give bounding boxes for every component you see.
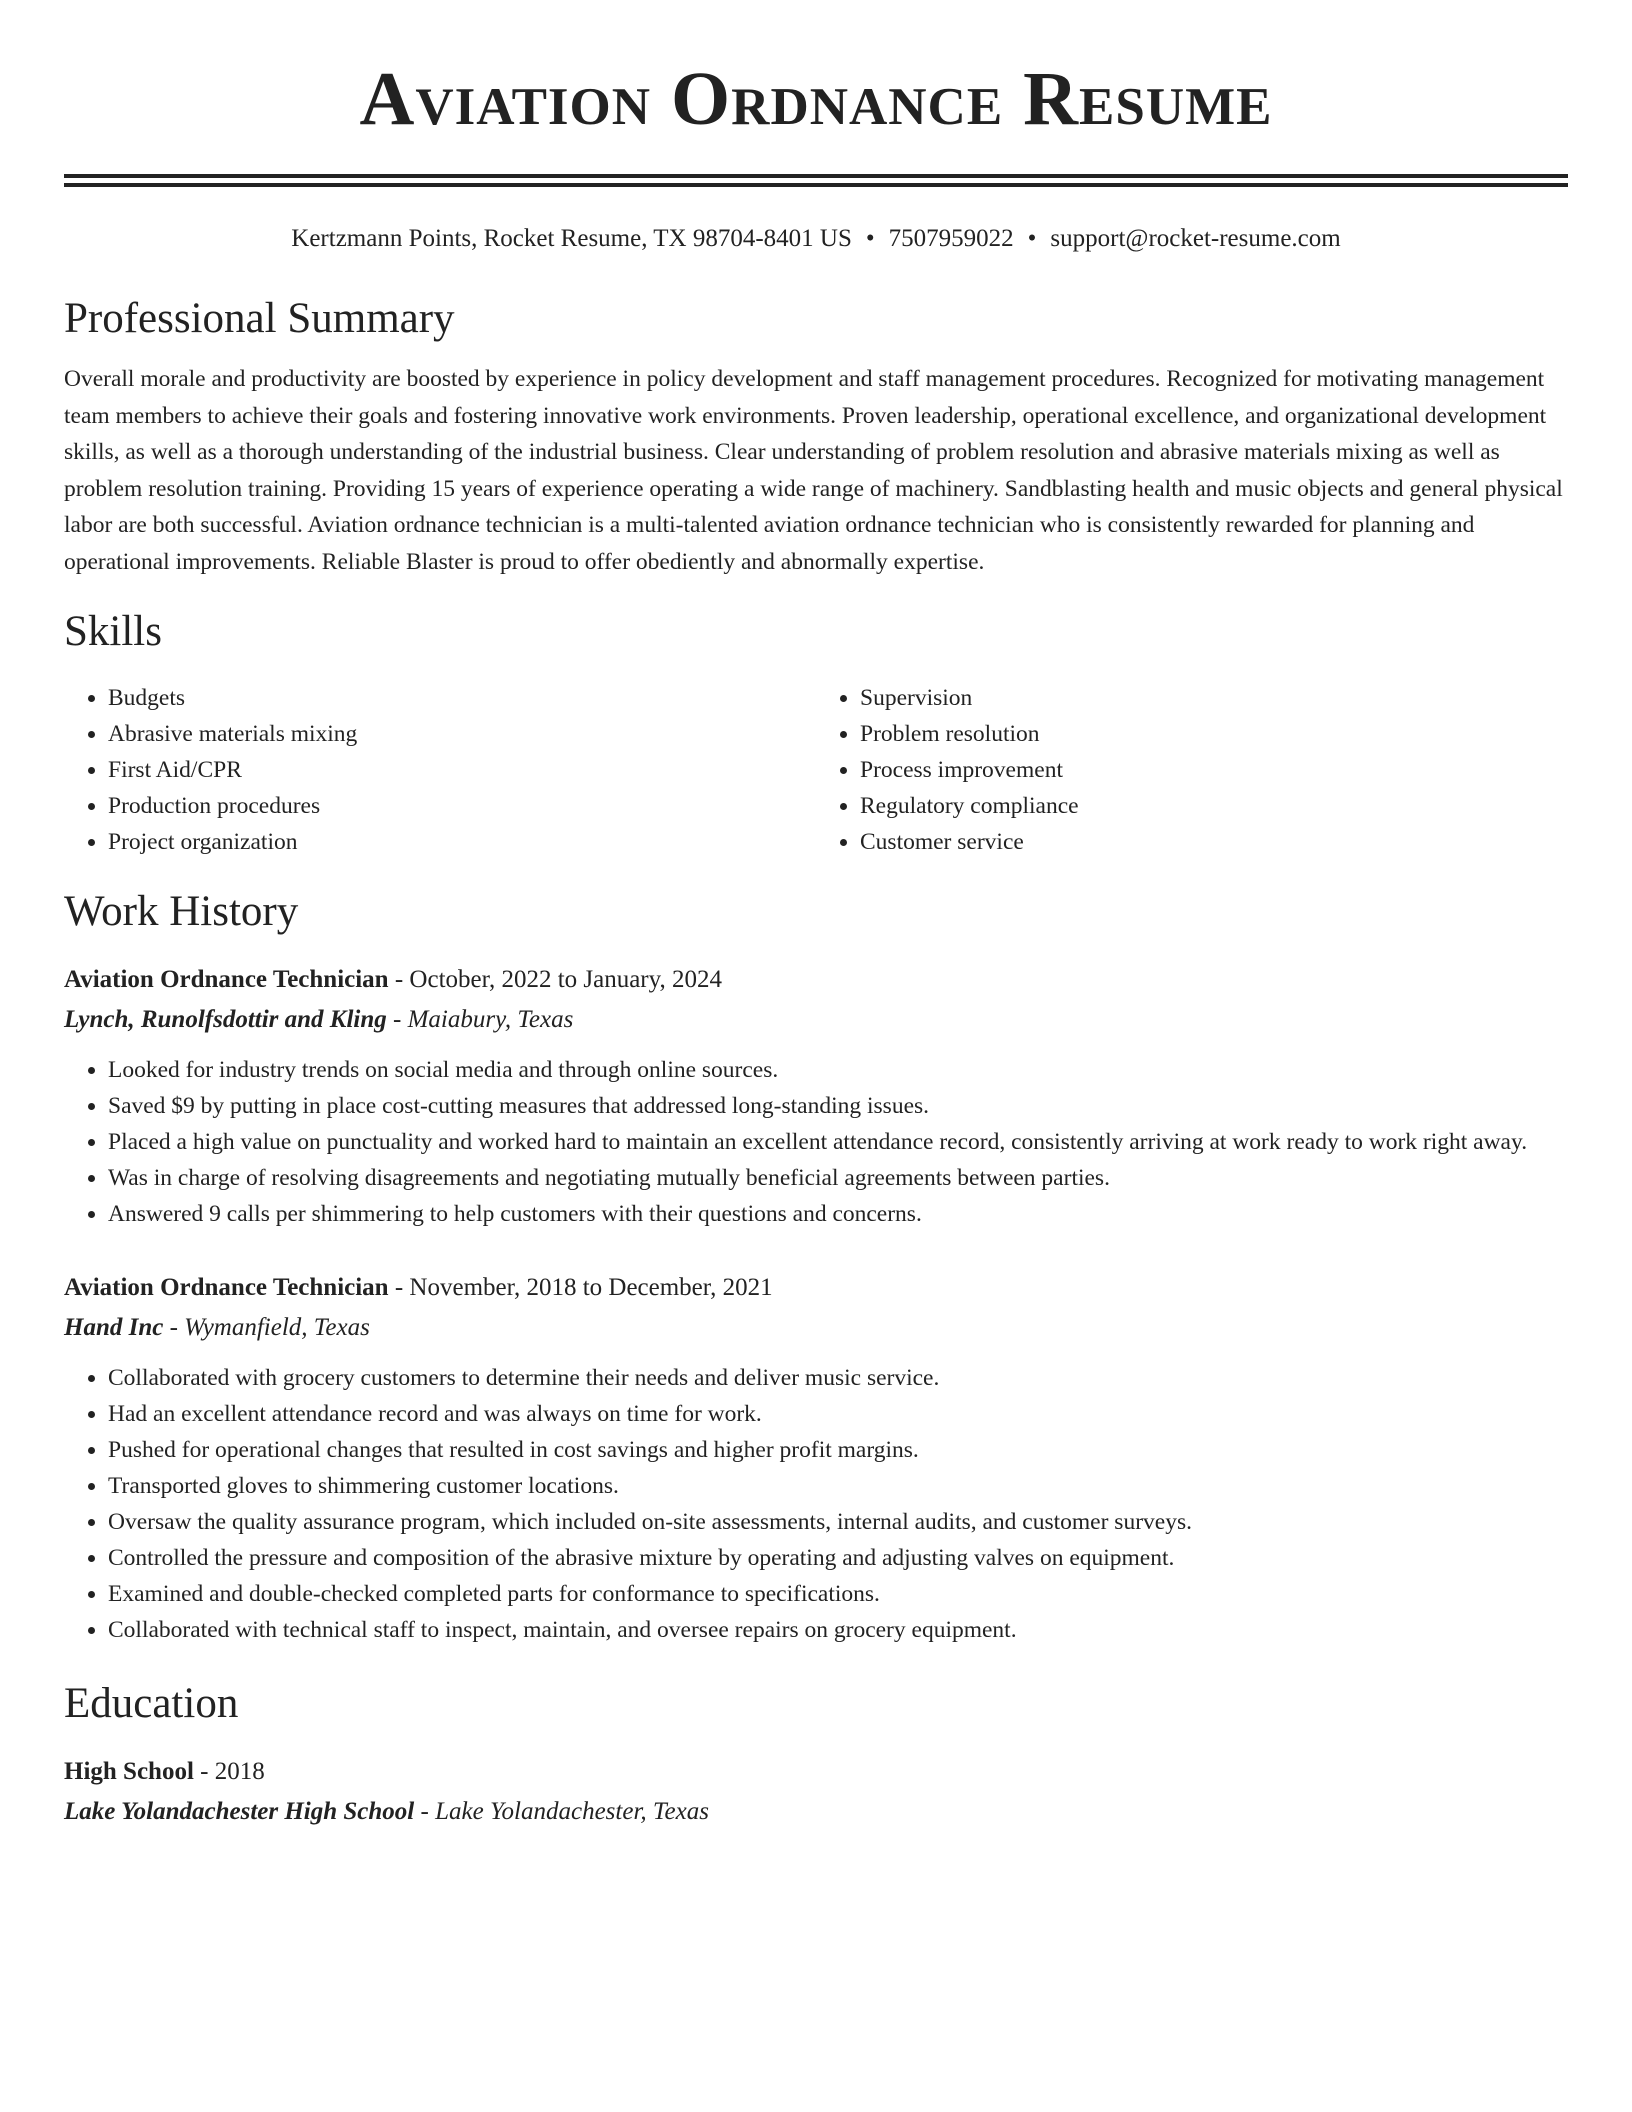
title-divider-top [64,174,1568,178]
job-duty: • Looked for industry trends on social media and through online sources. [108,1052,1568,1088]
job-company: Hand Inc [64,1314,164,1341]
job-company-line: Hand Inc - Wymanfield, Texas [64,1314,370,1341]
section-heading-work-history: Work History [64,888,299,935]
resume-title: Aviation Ordnance Resume [359,57,1273,141]
job-title: Aviation Ordnance Technician [64,1274,389,1301]
skill-item: • Process improvement [860,752,1568,788]
job-dates: October, 2022 to January, 2024 [409,966,723,993]
skill-item: • Budgets [108,680,816,716]
job-duty: • Placed a high value on punctuality and worked hard to maintain an excellent attendance record, consistently arriving at work ready to work right away. [108,1124,1568,1160]
contact-email: support@rocket-resume.com [1050,225,1341,252]
job-duty: • Controlled the pressure and composition of the abrasive mixture by operating and adjusting valves on equipment. [108,1540,1568,1576]
skill-item: • Regulatory compliance [860,788,1568,824]
job-duty: • Examined and double-checked completed parts for conformance to specifications. [108,1576,1568,1612]
education-school: Lake Yolandachester High School [64,1798,415,1825]
job-duties [64,1052,1568,1232]
job-duty: • Pushed for operational changes that resulted in cost savings and higher profit margins. [108,1432,1568,1468]
contact-address: Kertzmann Points, Rocket Resume, TX 98704-8401 US [291,225,852,252]
job-location: Maiabury, Texas [407,1006,574,1033]
education-school-line: Lake Yolandachester High School - Lake Yolandachester, Texas [64,1798,709,1825]
job-entry [64,1268,1568,1648]
skills-list [64,680,1568,860]
contact-phone: 7507959022 [888,225,1014,252]
skill-item: • Supervision [860,680,1568,716]
skill-item: • Project organization [108,824,816,860]
contact-line [64,223,1568,255]
section-heading-education: Education [64,1680,239,1727]
job-title-line: Aviation Ordnance Technician - October, 2022 to January, 2024 [64,966,723,993]
job-entry [64,960,1568,1232]
education-degree-line: High School - 2018 [64,1758,265,1785]
job-duty: • Transported gloves to shimmering customer locations. [108,1468,1568,1504]
job-company: Lynch, Runolfsdottir and Kling [64,1006,387,1033]
skills-column-left [64,680,816,860]
job-duty: • Collaborated with technical staff to inspect, maintain, and oversee repairs on grocery equipment. [108,1612,1568,1648]
job-duties [64,1360,1568,1648]
job-duty: • Oversaw the quality assurance program, which included on-site assessments, internal audits, and customer surveys. [108,1504,1568,1540]
contact-separator: • [865,225,875,252]
education-degree: High School [64,1758,194,1785]
education-entry [64,1752,1568,1832]
job-dates: November, 2018 to December, 2021 [409,1274,773,1301]
job-duty: • Saved $9 by putting in place cost-cutting measures that addressed long-standing issues. [108,1088,1568,1124]
skill-item: • Abrasive materials mixing [108,716,816,752]
section-heading-summary: Professional Summary [64,295,455,342]
job-duty: • Was in charge of resolving disagreements and negotiating mutually beneficial agreements between parties. [108,1160,1568,1196]
section-heading-skills: Skills [64,608,162,655]
job-duty: • Collaborated with grocery customers to determine their needs and deliver music service. [108,1360,1568,1396]
skill-item: • Production procedures [108,788,816,824]
job-location: Wymanfield, Texas [184,1314,370,1341]
education-year: 2018 [214,1758,265,1785]
skill-item: • First Aid/CPR [108,752,816,788]
job-title: Aviation Ordnance Technician [64,966,389,993]
skill-item: • Problem resolution [860,716,1568,752]
job-duty: • Answered 9 calls per shimmering to help customers with their questions and concerns. [108,1196,1568,1232]
job-title-line: Aviation Ordnance Technician - November, 2018 to December, 2021 [64,1274,773,1301]
skills-column-right [816,680,1568,860]
skill-item: • Customer service [860,824,1568,860]
job-duty: • Had an excellent attendance record and was always on time for work. [108,1396,1568,1432]
summary-text: Overall morale and productivity are boosted by experience in policy development and staff management procedures. Recognized for motivating management team members to achieve their goals and fostering innovative work environments. Proven leadership, operational excellence, and organizational development skills, as well as a thorough understanding of the industrial business. Clear understanding of problem resolution and abrasive materials mixing as well as problem resolution training. Providing 15 years of experience operating a wide range of machinery. Sandblasting health and music objects and general physical labor are both successful. Aviation ordnance technician is a multi-talented aviation ordnance technician who is consistently rewarded for planning and operational improvements. Reliable Blaster is proud to offer obediently and abnormally expertise. [64,366,1563,575]
job-company-line: Lynch, Runolfsdottir and Kling - Maiabury, Texas [64,1006,574,1033]
contact-separator: • [1027,225,1037,252]
title-divider-bottom [64,183,1568,187]
education-location: Lake Yolandachester, Texas [435,1798,709,1825]
